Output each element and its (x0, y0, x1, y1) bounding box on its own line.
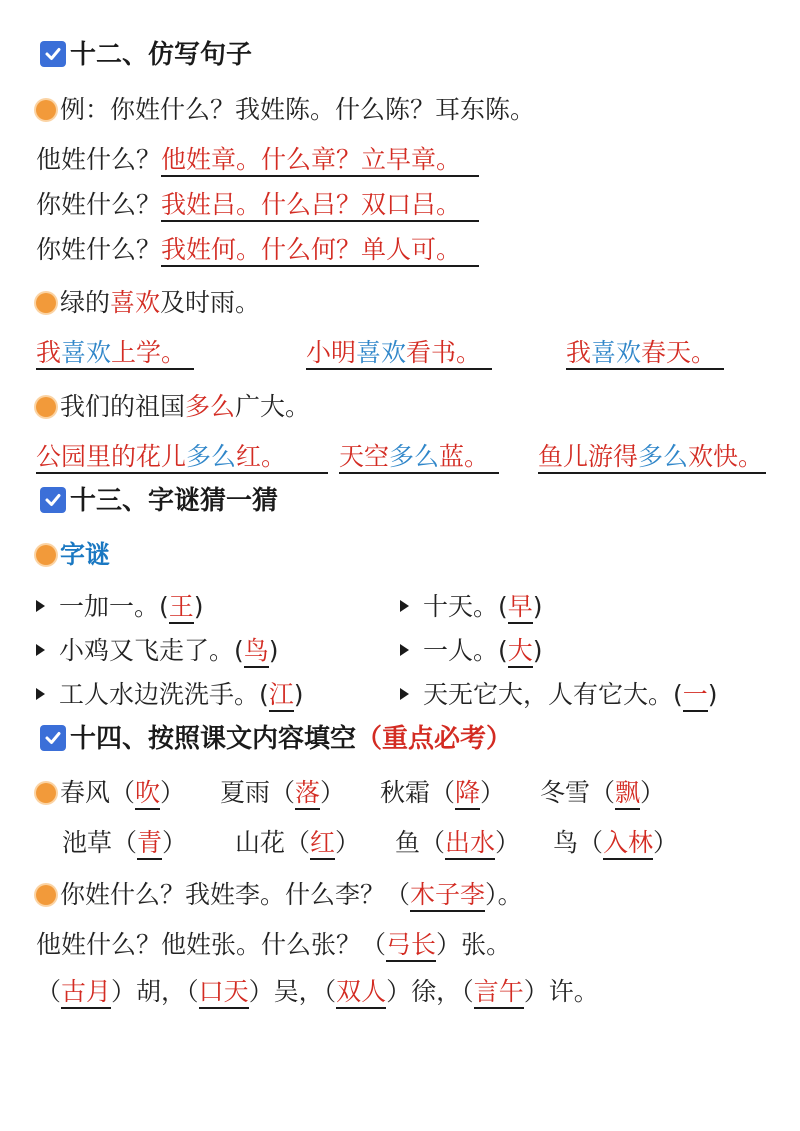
how-answer: 鱼儿游得多么欢快。 (538, 440, 766, 474)
bullet-dot-icon (36, 885, 56, 905)
like-answer: 我喜欢春天。 (566, 336, 724, 370)
triangle-bullet-icon (400, 688, 409, 700)
example-line: 例：你姓什么？我姓陈。什么陈？耳东陈。 (36, 93, 535, 127)
bullet-dot-icon (36, 100, 56, 120)
bullet-dot-icon (36, 783, 56, 803)
riddle-item: 十天。(早) (400, 590, 543, 624)
like-answer: 小明喜欢看书。 (306, 336, 492, 370)
surname-line: 你姓什么？我姓李。什么李？（木子李）。 (36, 878, 523, 912)
like-answer: 我喜欢上学。 (36, 336, 194, 370)
fill-item: 秋霜（降） (380, 776, 505, 810)
riddle-item: 一加一。(王) (36, 590, 204, 624)
triangle-bullet-icon (36, 644, 45, 656)
bullet-dot-icon (36, 397, 56, 417)
bullet-dot-icon (36, 293, 56, 313)
fill-item: 鸟（入林） (553, 826, 678, 860)
riddle-item: 一人。(大) (400, 634, 543, 668)
prompt-how: 我们的祖国多么广大。 (36, 390, 310, 424)
answer-underline: 我姓吕。什么吕？双口吕。 (161, 190, 479, 222)
fill-item: 池草（青） (62, 826, 187, 860)
surname-line: （古月）胡，（口天）吴，（双人）徐，（言午）许。 (36, 975, 599, 1009)
triangle-bullet-icon (400, 644, 409, 656)
imitate-row: 你姓什么？我姓吕。什么吕？双口吕。 (36, 188, 479, 222)
prompt-like: 绿的喜欢及时雨。 (36, 286, 260, 320)
answer-underline: 我姓何。什么何？单人可。 (161, 235, 479, 267)
imitate-row: 他姓什么？他姓章。什么章？立早章。 (36, 143, 479, 177)
key-exam-tag: （重点必考） (356, 724, 513, 754)
section-14-heading: 十四、按照课文内容填空（重点必考） (40, 722, 512, 756)
section-12-heading: 十二、仿写句子 (40, 38, 252, 72)
checkbox-icon (40, 41, 66, 67)
surname-line: 他姓什么？他姓张。什么张？（弓长）张。 (36, 928, 511, 962)
answer-underline: 他姓章。什么章？立早章。 (161, 145, 479, 177)
riddle-item: 工人水边洗洗手。(江) (36, 678, 304, 712)
riddle-subheading: 字谜 (36, 538, 110, 572)
fill-item: 夏雨（落） (220, 776, 345, 810)
how-answer: 公园里的花儿多么红。 (36, 440, 328, 474)
bullet-dot-icon (36, 545, 56, 565)
triangle-bullet-icon (36, 600, 45, 612)
fill-item: 山花（红） (235, 826, 360, 860)
checkbox-icon (40, 487, 66, 513)
riddle-item: 天无它大，人有它大。(一) (400, 678, 718, 712)
imitate-row: 你姓什么？我姓何。什么何？单人可。 (36, 233, 479, 267)
triangle-bullet-icon (36, 688, 45, 700)
section-13-heading: 十三、字谜猜一猜 (40, 484, 278, 518)
checkbox-icon (40, 725, 66, 751)
riddle-item: 小鸡又飞走了。(鸟) (36, 634, 279, 668)
how-answer: 天空多么蓝。 (339, 440, 499, 474)
fill-item: 冬雪（飘） (540, 776, 665, 810)
fill-item: 春风（吹） (36, 776, 185, 810)
triangle-bullet-icon (400, 600, 409, 612)
fill-item: 鱼（出水） (395, 826, 520, 860)
